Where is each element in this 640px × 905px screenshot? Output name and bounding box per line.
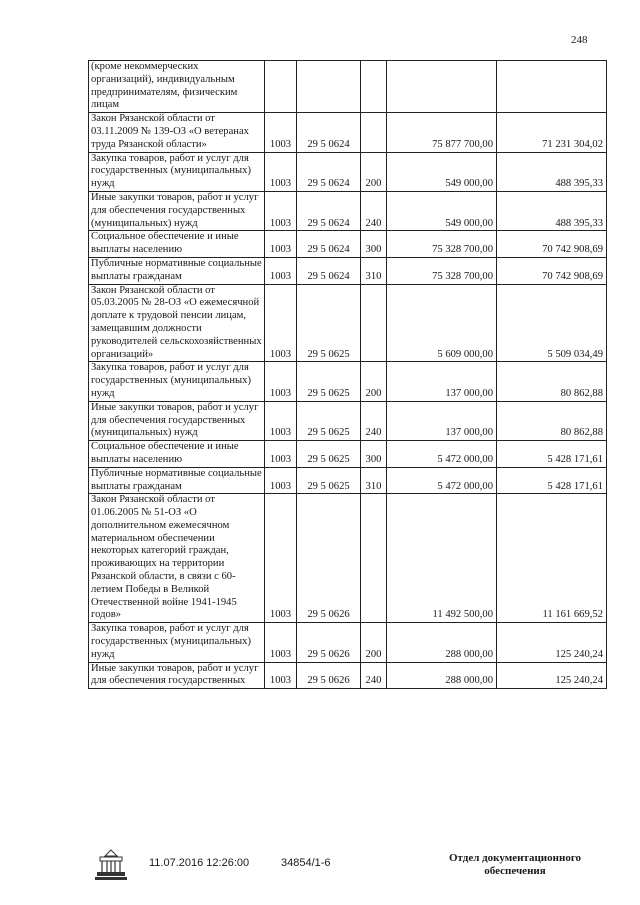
actual-amount-cell: 125 240,24 [497, 662, 607, 689]
table-row [89, 623, 607, 662]
table-row [89, 284, 607, 362]
planned-amount-cell: 75 328 700,00 [387, 231, 497, 258]
actual-amount-cell: 70 742 908,69 [497, 257, 607, 284]
row-name-cell: Социальное обеспечение и иные выплаты населению [89, 231, 265, 258]
expense-type-cell: 300 [361, 231, 387, 258]
planned-amount-cell: 11 492 500,00 [387, 494, 497, 623]
target-article-cell: 29 5 0624 [297, 113, 361, 152]
expense-type-cell [361, 284, 387, 362]
planned-amount-cell: 75 328 700,00 [387, 257, 497, 284]
target-article-cell: 29 5 0625 [297, 441, 361, 468]
expense-type-cell [361, 61, 387, 113]
table-row [89, 494, 607, 623]
section-code-cell: 1003 [265, 362, 297, 401]
expense-type-cell [361, 113, 387, 152]
table-row [89, 113, 607, 152]
page-footer [0, 848, 640, 898]
target-article-cell: 29 5 0626 [297, 494, 361, 623]
actual-amount-cell: 11 161 669,52 [497, 494, 607, 623]
planned-amount-cell: 549 000,00 [387, 152, 497, 191]
actual-amount-cell: 70 742 908,69 [497, 231, 607, 258]
budget-table [88, 60, 607, 689]
section-code-cell: 1003 [265, 623, 297, 662]
target-article-cell [297, 61, 361, 113]
section-code-cell: 1003 [265, 284, 297, 362]
section-code-cell: 1003 [265, 441, 297, 468]
planned-amount-cell: 5 609 000,00 [387, 284, 497, 362]
planned-amount-cell: 5 472 000,00 [387, 441, 497, 468]
row-name-cell: Иные закупки товаров, работ и услуг для обеспечения государственных [89, 662, 265, 689]
section-code-cell [265, 61, 297, 113]
target-article-cell: 29 5 0624 [297, 152, 361, 191]
table-row [89, 231, 607, 258]
expense-type-cell: 310 [361, 467, 387, 494]
row-name-cell: Иные закупки товаров, работ и услуг для обеспечения государственных (муниципальных) нужд [89, 191, 265, 230]
row-name-cell: Публичные нормативные социальные выплаты гражданам [89, 257, 265, 284]
page-number: 248 [571, 34, 588, 46]
table-row [89, 467, 607, 494]
section-code-cell: 1003 [265, 152, 297, 191]
section-code-cell: 1003 [265, 257, 297, 284]
row-name-cell: Закупка товаров, работ и услуг для государственных (муниципальных) нужд [89, 623, 265, 662]
target-article-cell: 29 5 0625 [297, 467, 361, 494]
actual-amount-cell: 71 231 304,02 [497, 113, 607, 152]
planned-amount-cell: 137 000,00 [387, 362, 497, 401]
expense-type-cell: 300 [361, 441, 387, 468]
office-line-2: обеспечения [484, 865, 546, 877]
planned-amount-cell: 137 000,00 [387, 401, 497, 440]
expense-type-cell: 200 [361, 152, 387, 191]
section-code-cell: 1003 [265, 494, 297, 623]
stamp-doc-code: 34854/1-6 [281, 857, 331, 869]
section-code-cell: 1003 [265, 191, 297, 230]
section-code-cell: 1003 [265, 662, 297, 689]
row-name-cell: Социальное обеспечение и иные выплаты населению [89, 441, 265, 468]
actual-amount-cell: 80 862,88 [497, 401, 607, 440]
expense-type-cell: 240 [361, 401, 387, 440]
target-article-cell: 29 5 0624 [297, 231, 361, 258]
actual-amount-cell: 125 240,24 [497, 623, 607, 662]
expense-type-cell: 310 [361, 257, 387, 284]
expense-type-cell: 200 [361, 362, 387, 401]
target-article-cell: 29 5 0625 [297, 284, 361, 362]
expense-type-cell: 240 [361, 191, 387, 230]
section-code-cell: 1003 [265, 401, 297, 440]
expense-type-cell: 200 [361, 623, 387, 662]
row-name-cell: Закон Рязанской области от 01.06.2005 № 51-ОЗ «О дополнительном ежемесячном материальном обеспечении некоторых категорий граждан, проживающих на территории Рязанской области, в связи с 60-летием Победы в Великой Отечественной войне 1941-1945 годов» [89, 494, 265, 623]
office-name [440, 852, 590, 878]
table-row [89, 441, 607, 468]
planned-amount-cell: 549 000,00 [387, 191, 497, 230]
table-row [89, 191, 607, 230]
row-name-cell: Иные закупки товаров, работ и услуг для обеспечения государственных (муниципальных) нужд [89, 401, 265, 440]
section-code-cell: 1003 [265, 467, 297, 494]
planned-amount-cell: 75 877 700,00 [387, 113, 497, 152]
actual-amount-cell: 80 862,88 [497, 362, 607, 401]
actual-amount-cell: 5 509 034,49 [497, 284, 607, 362]
planned-amount-cell: 288 000,00 [387, 662, 497, 689]
actual-amount-cell: 5 428 171,61 [497, 441, 607, 468]
actual-amount-cell [497, 61, 607, 113]
section-code-cell: 1003 [265, 113, 297, 152]
stamp-date: 11.07.2016 12:26:00 [149, 857, 250, 869]
planned-amount-cell: 5 472 000,00 [387, 467, 497, 494]
planned-amount-cell: 288 000,00 [387, 623, 497, 662]
row-name-cell: Закон Рязанской области от 03.11.2009 № 139-ОЗ «О ветеранах труда Рязанской области» [89, 113, 265, 152]
actual-amount-cell: 5 428 171,61 [497, 467, 607, 494]
table-row [89, 257, 607, 284]
target-article-cell: 29 5 0626 [297, 623, 361, 662]
table-row [89, 662, 607, 689]
table-row [89, 401, 607, 440]
row-name-cell: Закупка товаров, работ и услуг для государственных (муниципальных) нужд [89, 152, 265, 191]
table-row [89, 152, 607, 191]
table-row [89, 61, 607, 113]
planned-amount-cell [387, 61, 497, 113]
expense-type-cell: 240 [361, 662, 387, 689]
office-line-1: Отдел документационного [448, 852, 582, 864]
section-code-cell: 1003 [265, 231, 297, 258]
target-article-cell: 29 5 0624 [297, 191, 361, 230]
coat-of-arms-stamp-icon [92, 848, 130, 882]
row-name-cell: Закон Рязанской области от 05.03.2005 № 28-ОЗ «О ежемесячной доплате к трудовой пенсии лицам, замещавшим должности руководителей сельскохозяйственных организаций» [89, 284, 265, 362]
actual-amount-cell: 488 395,33 [497, 191, 607, 230]
table-row [89, 362, 607, 401]
expense-type-cell [361, 494, 387, 623]
target-article-cell: 29 5 0625 [297, 362, 361, 401]
target-article-cell: 29 5 0626 [297, 662, 361, 689]
row-name-cell: Закупка товаров, работ и услуг для государственных (муниципальных) нужд [89, 362, 265, 401]
row-name-cell: (кроме некоммерческих организаций), индивидуальным предпринимателям, физическим лицам [89, 61, 265, 113]
target-article-cell: 29 5 0624 [297, 257, 361, 284]
row-name-cell: Публичные нормативные социальные выплаты гражданам [89, 467, 265, 494]
actual-amount-cell: 488 395,33 [497, 152, 607, 191]
target-article-cell: 29 5 0625 [297, 401, 361, 440]
